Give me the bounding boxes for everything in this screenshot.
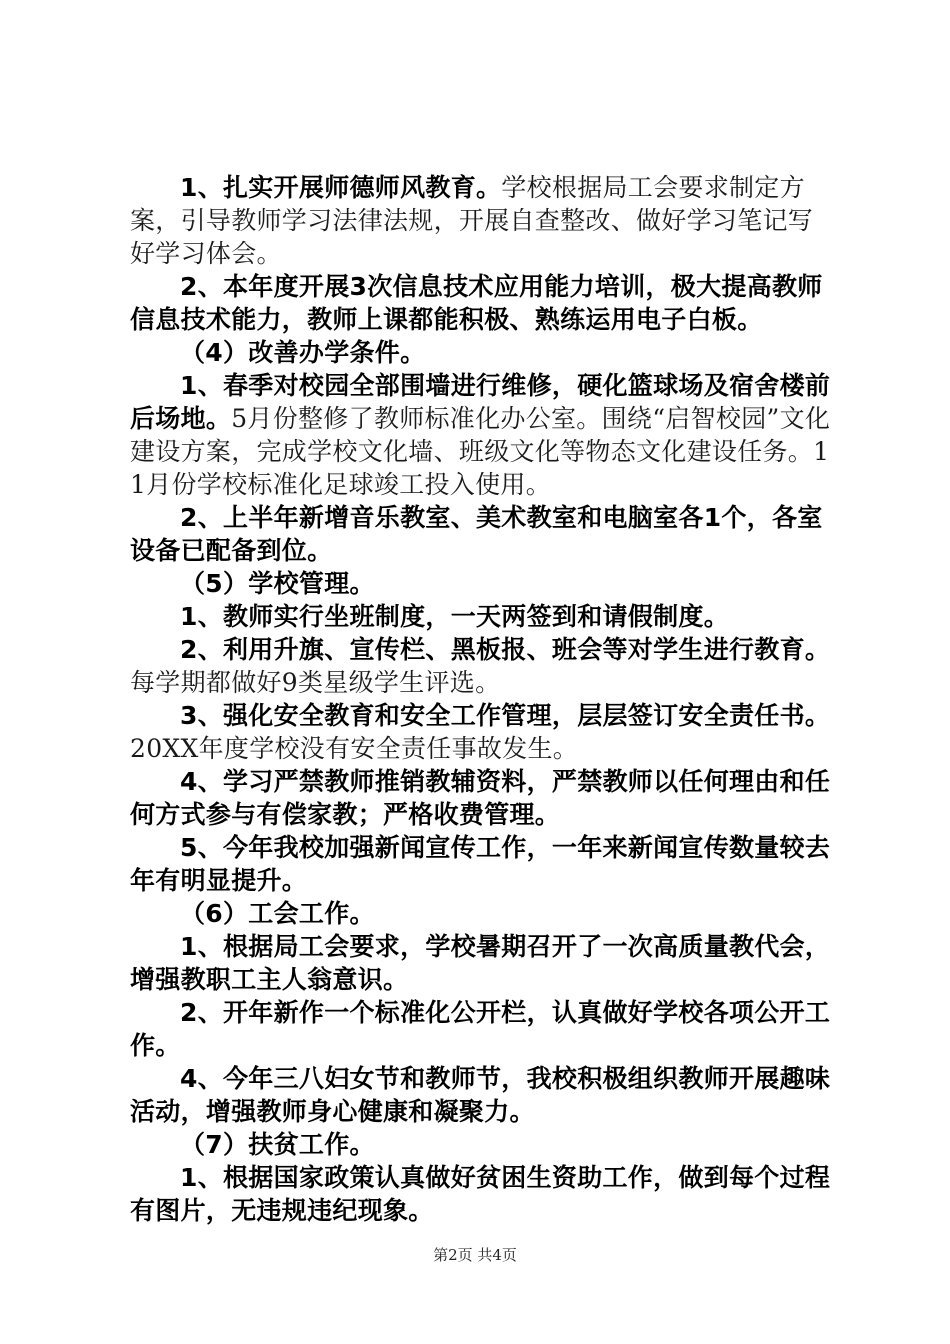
paragraph-15: 4、今年三八妇女节和教师节，我校积极组织教师开展趣味活动，增强教师身心健康和凝聚力。 xyxy=(130,1064,831,1126)
paragraph-7: 1、教师实行坐班制度，一天两签到和请假制度。 xyxy=(180,602,729,631)
document-body xyxy=(130,172,835,1228)
section-heading-5: （5）学校管理。 xyxy=(180,569,375,598)
paragraph-5: 2、上半年新增音乐教室、美术教室和电脑室各1个，各室设备已配备到位。 xyxy=(130,503,823,565)
paragraph-2: 2、本年度开展3次信息技术应用能力培训，极大提高教师信息技术能力，教师上课都能积极、熟练运用电子白板。 xyxy=(130,272,823,334)
paragraph-8: 2、利用升旗、宣传栏、黑板报、班会等对学生进行教育。每学期都做好9类星级学生评选。 xyxy=(130,635,831,697)
section-heading-4: （4）改善办学条件。 xyxy=(180,338,426,367)
section-heading-7: （7）扶贫工作。 xyxy=(180,1130,375,1159)
page-footer: 第2页 共4页 xyxy=(433,1246,517,1264)
paragraph-10: 4、学习严禁教师推销教辅资料，严禁教师以任何理由和任何方式参与有偿家教；严格收费管理。 xyxy=(130,767,831,829)
paragraph-14: 2、开年新作一个标准化公开栏，认真做好学校各项公开工作。 xyxy=(130,998,831,1060)
paragraph-1: 1、扎实开展师德师风教育。学校根据局工会要求制定方案，引导教师学习法律法规，开展自查整改、做好学习笔记写好学习体会。 xyxy=(130,173,814,268)
section-heading-6: （6）工会工作。 xyxy=(180,899,375,928)
paragraph-4: 1、春季对校园全部围墙进行维修，硬化篮球场及宿舍楼前后场地。5月份整修了教师标准化办公室。围绕“启智校园”文化建设方案，完成学校文化墙、班级文化等物态文化建设任务。11月份学校标准化足球竣工投入使用。 xyxy=(130,371,831,499)
paragraph-13: 1、根据局工会要求，学校暑期召开了一次高质量教代会，增强教职工主人翁意识。 xyxy=(130,932,831,994)
paragraph-9: 3、强化安全教育和安全工作管理，层层签订安全责任书。20XX年度学校没有安全责任事故发生。 xyxy=(130,701,831,763)
paragraph-11: 5、今年我校加强新闻宣传工作，一年来新闻宣传数量较去年有明显提升。 xyxy=(130,833,831,895)
paragraph-17: 1、根据国家政策认真做好贫困生资助工作，做到每个过程有图片，无违规违纪现象。 xyxy=(130,1163,831,1225)
